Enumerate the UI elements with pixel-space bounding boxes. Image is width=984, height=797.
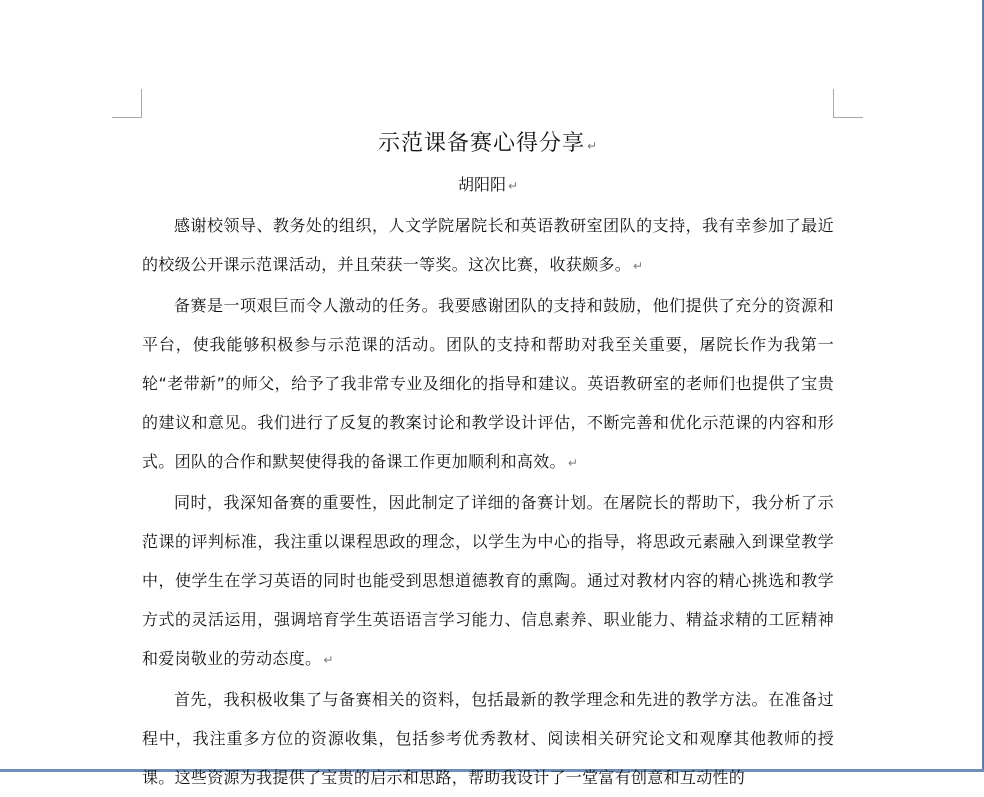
body-paragraph-2 (142, 286, 834, 483)
top-right-margin-mark (833, 89, 863, 118)
document-author-text: 胡阳阳 (457, 175, 506, 194)
document-title-text: 示范课备赛心得分享 (377, 131, 585, 156)
body-paragraph-text: 首先，我积极收集了与备赛相关的资料，包括最新的教学理念和先进的教学方法。在准备过程中，我注重多方位的资源收集，包括参考优秀教材、阅读相关研究论文和观摩其他教师的授课。这些资源为我提供了宝贵的启示和思路，帮助我设计了一堂富有创意和互动性的 (142, 690, 834, 787)
document-title (142, 125, 834, 165)
paragraph-mark-icon: ↵ (507, 179, 519, 193)
document-author (142, 165, 834, 206)
body-paragraph-4 (142, 680, 834, 797)
paragraph-mark-icon: ↵ (586, 139, 599, 153)
paragraph-mark-icon: ↵ (567, 456, 579, 470)
body-paragraph-text: 同时，我深知备赛的重要性，因此制定了详细的备赛计划。在屠院长的帮助下，我分析了示范课的评判标准，我注重以课程思政的理念，以学生为中心的指导，将思政元素融入到课堂教学中，使学生在学习英语的同时也能受到思想道德教育的熏陶。通过对教材内容的精心挑选和教学方式的灵活运用，强调培育学生英语语言学习能力、信息素养、职业能力、精益求精的工匠精神和爱岗敬业的劳动态度。 (142, 493, 834, 668)
body-paragraph-text: 备赛是一项艰巨而令人激动的任务。我要感谢团队的支持和鼓励，他们提供了充分的资源和平台，使我能够积极参与示范课的活动。团队的支持和帮助对我至关重要，屠院长作为我第一轮“老带新”的师父，给予了我非常专业及细化的指导和建议。英语教研室的老师们也提供了宝贵的建议和意见。我们进行了反复的教案讨论和教学设计评估，不断完善和优化示范课的内容和形式。团队的合作和默契使得我的备课工作更加顺利和高效。 (142, 296, 834, 471)
body-paragraph-text: 感谢校领导、教务处的组织，人文学院屠院长和英语教研室团队的支持，我有幸参加了最近的校级公开课示范课活动，并且荣获一等奖。这次比赛，收获颇多。 (142, 216, 834, 274)
document-page[interactable] (142, 125, 834, 797)
paragraph-mark-icon: ↵ (633, 259, 644, 273)
paragraph-mark-icon: ↵ (323, 653, 334, 667)
top-left-margin-mark (112, 89, 142, 118)
body-paragraph-1 (142, 206, 834, 286)
body-paragraph-3 (142, 483, 834, 680)
